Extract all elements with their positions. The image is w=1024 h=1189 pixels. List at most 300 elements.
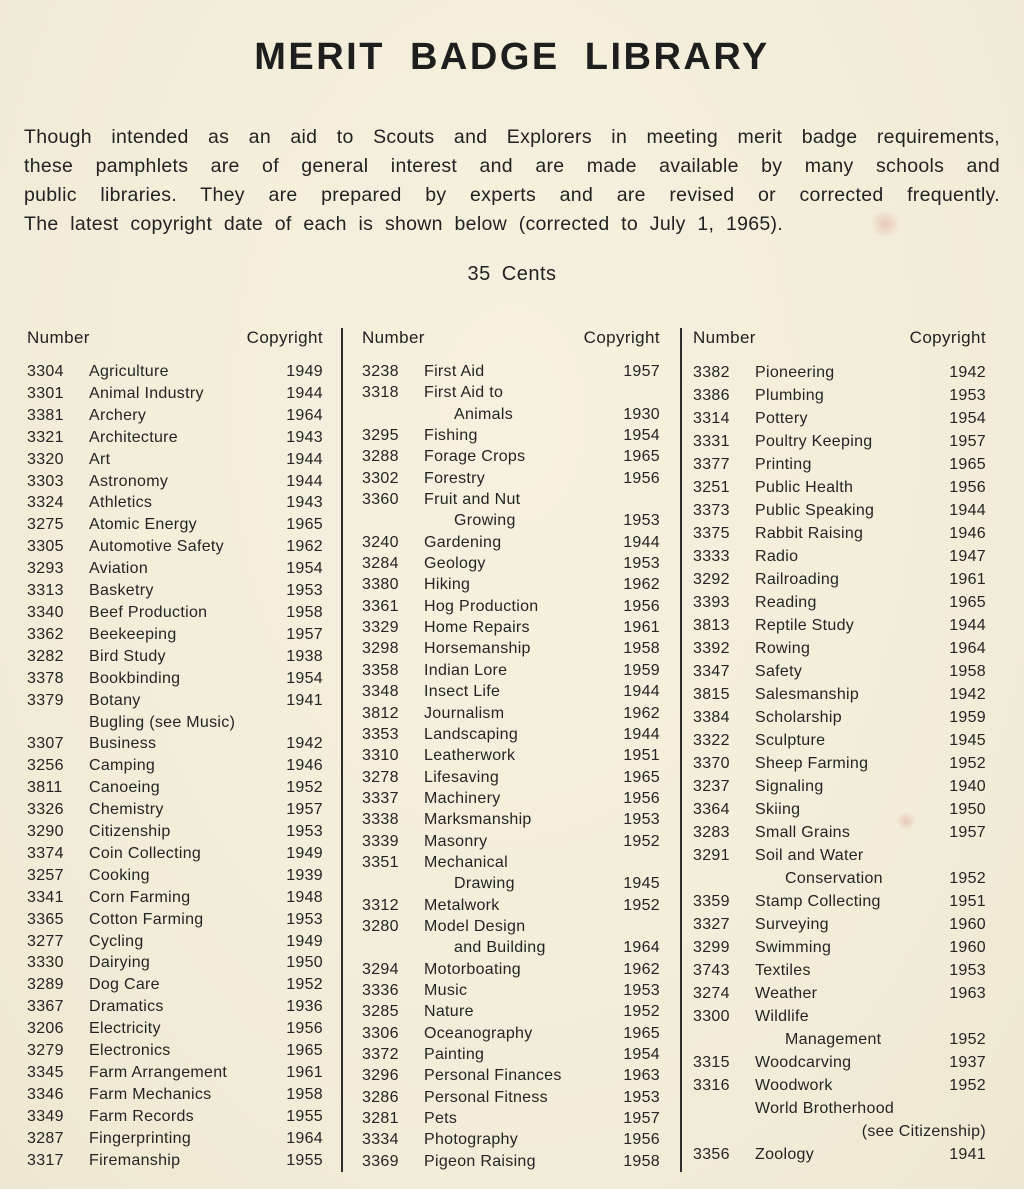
badge-name-line: Astronomy [89,472,169,490]
table-row [693,1074,986,1097]
table-row [362,681,660,702]
copyright-year: 1957 [623,1110,660,1128]
badge-number: 3281 [362,1110,399,1128]
copyright-year: 1943 [286,494,323,512]
copyright-year: 1954 [286,669,323,687]
badge-name [755,430,938,453]
badge-number: 3315 [693,1054,730,1071]
badge-number: 3393 [693,594,730,611]
column-header-copyright: Copyright [909,328,986,347]
copyright-year: 1957 [623,363,660,380]
badge-name [755,752,938,775]
copyright-year: 1954 [949,410,986,427]
badge-name-line: Cooking [89,866,150,884]
badge-number: 3373 [693,502,730,519]
column-header-number: Number [27,328,90,347]
badge-name-line: Aviation [89,560,149,578]
badge-name [424,745,612,766]
badge-name [89,427,275,449]
table-row [362,1151,660,1172]
copyright-year: 1952 [286,976,323,994]
table-column-1 [24,328,341,1172]
badge-name-line: Bookbinding [89,669,181,687]
badge-name [424,1129,612,1150]
copyright-year: 1957 [949,433,986,450]
copyright-year: 1956 [949,479,986,496]
badge-name-line: Agriculture [89,363,169,380]
table-row [27,558,323,580]
badge-number: 3251 [693,479,730,496]
badge-number: 3298 [362,640,399,658]
badge-number: 3358 [362,661,399,679]
column-header-number: Number [362,328,425,347]
badge-number: 3375 [693,525,730,542]
table-row [693,361,986,384]
badge-number: 3333 [693,548,730,565]
badge-name-line: Public Speaking [755,502,875,519]
badge-name-line: Music [424,981,468,999]
badge-number: 3327 [693,916,730,933]
badge-number: 3369 [362,1152,399,1170]
badge-number: 3372 [362,1046,399,1063]
table-row [27,492,323,514]
badge-number: 3301 [27,384,64,402]
badge-name-line: Art [89,450,111,468]
intro-line: public libraries. They are prepared by experts and are revised or corrected frequently. [24,184,1000,206]
table-row [693,729,986,752]
copyright-year: 1948 [286,888,323,906]
badge-name [424,852,612,895]
badge-name [755,1143,938,1166]
badge-name-line: Weather [755,985,818,1002]
badge-name-line: Salesmanship [755,686,860,703]
badge-number: 3351 [362,853,399,871]
badge-name [89,536,275,558]
badge-name-line: Corn Farming [89,888,191,906]
badge-number: 3365 [27,910,64,928]
copyright-year: 1945 [949,732,986,749]
table-row [27,361,323,383]
badge-name-line: Geology [424,555,486,573]
badge-name-line: Rabbit Raising [755,525,864,542]
badge-number: 3322 [693,732,730,749]
badge-name-line: Farm Arrangement [89,1064,228,1081]
badge-number: 3348 [362,683,399,701]
badge-name-line: Home Repairs [424,619,530,637]
copyright-year: 1953 [286,910,323,928]
badge-name-line: Hog Production [424,597,539,615]
badge-name [89,1084,275,1106]
badge-name-line: Leatherwork [424,747,516,765]
badge-number: 3316 [693,1077,730,1094]
badge-number: 3290 [27,823,64,841]
badge-name-line: Soil and Water [755,847,864,864]
badge-number: 3353 [362,725,399,743]
table-row [27,449,323,471]
badge-name-line: Dramatics [89,998,164,1016]
badge-name-line: Fishing [424,427,478,445]
badge-number: 3287 [27,1129,64,1147]
badge-name [89,471,275,493]
table-row [362,959,660,980]
table-row [693,683,986,706]
badge-number: 3310 [362,747,399,765]
badge-number: 3306 [362,1024,399,1042]
badge-name-line: Mechanical [424,853,508,871]
badge-number: 3304 [27,363,64,380]
badge-name-line: Sculpture [755,732,826,749]
table-row [27,777,323,799]
badge-name-line: Athletics [89,494,153,512]
badge-name-line: Skiing [755,801,801,818]
badge-name-line: Pioneering [755,364,835,381]
badge-number: 3380 [362,576,399,594]
badge-number: 3336 [362,981,399,999]
column-header-copyright: Copyright [246,328,323,347]
badge-number: 3256 [27,757,64,775]
badge-name-line: Animal Industry [89,384,204,402]
badge-name-line: Printing [755,456,812,473]
copyright-year: 1957 [949,824,986,841]
badge-name-line: Horsemanship [424,640,531,658]
copyright-year: 1951 [623,747,660,765]
table-row [27,799,323,821]
copyright-year: 1942 [949,364,986,381]
badge-name [424,916,612,959]
table-row [693,614,986,637]
badge-number: 3283 [693,824,730,841]
column-body [362,361,660,1172]
badge-name [755,522,938,545]
table-row [693,1005,986,1051]
badge-number: 3382 [693,364,730,381]
badge-name-line: Botany [89,691,141,709]
intro-line: these pamphlets are of general interest and are made available by many schools and [24,155,1000,177]
table-row [693,936,986,959]
table-row [693,407,986,430]
column-header [362,328,660,348]
copyright-year: 1944 [949,502,986,519]
copyright-year: 1958 [623,640,660,658]
badge-name [424,703,612,724]
table-row [362,446,660,467]
badge-name [755,959,938,982]
table-row [27,996,323,1018]
badge-name [89,1106,275,1128]
copyright-year: 1953 [623,555,660,573]
badge-number: 3364 [693,801,730,818]
table-row [362,425,660,446]
copyright-year: 1953 [623,1088,660,1106]
table-row [693,1051,986,1074]
badge-name [89,733,275,755]
badge-name-line: Personal Finances [424,1067,562,1085]
badge-name-line: Textiles [755,962,811,979]
copyright-year: 1965 [623,768,660,786]
table-row [693,913,986,936]
badge-number: 3386 [693,387,730,404]
table-row [362,1044,660,1065]
table-row [27,909,323,931]
badge-name [755,936,938,959]
table-row [27,865,323,887]
badge-name [755,407,938,430]
badge-name [424,446,612,467]
table-row [27,405,323,427]
copyright-year: 1955 [286,1151,323,1169]
copyright-year: 1956 [623,597,660,615]
copyright-year: 1949 [286,844,323,862]
badge-name [424,895,612,916]
badge-name-line: Lifesaving [424,768,500,786]
copyright-year: 1953 [949,962,986,979]
copyright-year: 1947 [949,548,986,565]
badge-name [89,777,275,799]
badge-number: 3277 [27,932,64,950]
table-row [362,382,660,425]
table-row [693,476,986,499]
badge-number: 3291 [693,847,730,864]
copyright-year: 1939 [286,866,323,884]
badge-name [89,514,275,536]
table-row [693,637,986,660]
badge-name-line: Journalism [424,704,505,722]
badge-name-line: Pets [424,1110,458,1128]
badge-name [424,809,612,830]
intro-paragraph [24,123,1000,239]
copyright-year: 1953 [623,512,660,530]
copyright-year: 1965 [623,1024,660,1042]
badge-name [89,690,275,712]
badge-name [89,909,275,931]
merit-badge-table [24,328,1000,1172]
badge-name-line: Small Grains [755,824,851,841]
badge-name-line: Painting [424,1046,485,1063]
copyright-year: 1960 [949,939,986,956]
badge-number: 3339 [362,832,399,850]
badge-number: 3274 [693,985,730,1002]
table-row [693,568,986,591]
table-row [362,980,660,1001]
copyright-year: 1956 [623,469,660,487]
badge-name [89,865,275,887]
table-row [693,752,986,775]
badge-name [89,931,275,953]
badge-number: 3282 [27,647,64,665]
table-row [362,532,660,553]
badge-number: 3279 [27,1042,64,1060]
badge-name [424,681,612,702]
copyright-year: 1950 [286,954,323,972]
copyright-year: 1957 [286,625,323,643]
badge-name [424,788,612,809]
badge-name-line: First Aid to [424,384,504,402]
badge-number: 3743 [693,962,730,979]
copyright-year: 1964 [286,1129,323,1147]
copyright-year: 1958 [623,1152,660,1170]
badge-number: 3307 [27,735,64,753]
badge-name [755,568,938,591]
column-header [693,328,986,348]
badge-name [424,1108,612,1129]
copyright-year: 1944 [623,725,660,743]
copyright-year: 1961 [286,1064,323,1081]
table-row [693,706,986,729]
table-row [362,916,660,959]
badge-name-line: Wildlife [755,1008,809,1025]
badge-name-line: Farm Mechanics [89,1085,212,1103]
badge-name-line: Oceanography [424,1024,533,1042]
badge-name [424,489,612,532]
badge-name [89,887,275,909]
copyright-year: 1965 [949,456,986,473]
badge-name [755,798,938,821]
badge-name-continuation: (see Citizenship) [861,1123,986,1140]
table-row [362,468,660,489]
badge-name-line: Automotive Safety [89,538,224,556]
badge-name [424,1023,612,1044]
badge-name [89,799,275,821]
badge-name-line: Beef Production [89,603,208,621]
badge-name [89,580,275,602]
copyright-year: 1949 [286,932,323,950]
badge-name-line: Business [89,735,157,753]
badge-name [755,775,938,798]
badge-name-continuation: Management [785,1031,882,1048]
copyright-year: 1952 [286,779,323,797]
badge-number: 3330 [27,954,64,972]
badge-name-line: Farm Records [89,1107,194,1125]
table-row [27,580,323,602]
copyright-year: 1952 [623,896,660,914]
table-row [27,821,323,843]
badge-name-line: Rowing [755,640,811,657]
badge-name [89,558,275,580]
table-row [362,745,660,766]
badge-name [89,1062,275,1084]
copyright-year: 1953 [286,582,323,600]
badge-name [755,1051,938,1074]
badge-name [755,706,938,729]
badge-name [424,361,612,382]
badge-name-line: Plumbing [755,387,825,404]
badge-name-line: Beekeeping [89,625,177,643]
table-row [27,1018,323,1040]
badge-name [89,1150,275,1172]
badge-number: 3206 [27,1020,64,1038]
table-row [362,1129,660,1150]
badge-number: 3338 [362,811,399,829]
badge-name-line: Architecture [89,428,178,446]
badge-name [89,449,275,471]
badge-name [424,468,612,489]
badge-name-line: Insect Life [424,683,501,701]
copyright-year: 1959 [949,709,986,726]
badge-number: 3374 [27,844,64,862]
badge-name-line: Forage Crops [424,448,526,466]
badge-name-line: Bird Study [89,647,166,665]
badge-number: 3321 [27,428,64,446]
table-row [27,427,323,449]
table-row [27,536,323,558]
table-row [27,887,323,909]
badge-number: 3362 [27,625,64,643]
copyright-year: 1956 [623,789,660,807]
copyright-year: 1952 [623,832,660,850]
table-row [693,844,986,890]
copyright-year: 1930 [623,405,660,423]
badge-name [755,821,938,844]
table-row [693,821,986,844]
badge-name-line: Cycling [89,932,144,950]
copyright-year: 1954 [623,427,660,445]
badge-name-line: Pigeon Raising [424,1152,536,1170]
badge-number: 3278 [362,768,399,786]
badge-name-line: Poultry Keeping [755,433,873,450]
table-row [362,767,660,788]
table-row [693,890,986,913]
table-row [27,755,323,777]
table-row [362,617,660,638]
page-title: MERIT BADGE LIBRARY [254,36,770,78]
badge-name [755,890,938,913]
badge-number: 3359 [693,893,730,910]
copyright-year: 1943 [286,428,323,446]
intro-line: The latest copyright date of each is shown below (corrected to July 1, 1965). [24,213,784,235]
badge-name [424,724,612,745]
table-row [693,430,986,453]
copyright-year: 1941 [286,691,323,709]
badge-name [89,405,275,427]
badge-name [755,499,938,522]
badge-name-line: Reading [755,594,817,611]
badge-name-line: Signaling [755,778,824,795]
copyright-year: 1944 [949,617,986,634]
copyright-year: 1965 [949,594,986,611]
badge-name [424,638,612,659]
badge-name [424,831,612,852]
badge-name [89,361,275,383]
copyright-year: 1961 [623,619,660,637]
copyright-year: 1960 [949,916,986,933]
badge-name [755,361,938,384]
copyright-year: 1962 [623,960,660,978]
badge-number: 3334 [362,1131,399,1149]
intro-line: Though intended as an aid to Scouts and Explorers in meeting merit badge requirements, [24,126,1000,148]
badge-name [89,843,275,865]
badge-name [424,1065,612,1086]
badge-name-line: Forestry [424,469,486,487]
badge-name-line: Archery [89,406,147,424]
badge-number: 3320 [27,450,64,468]
copyright-year: 1963 [949,985,986,1002]
table-row [362,1065,660,1086]
copyright-year: 1938 [286,647,323,665]
badge-name [755,476,938,499]
column-header [27,328,323,348]
table-row [693,522,986,545]
badge-number: 3378 [27,669,64,687]
badge-name [755,1005,938,1051]
badge-name-line: Zoology [755,1146,815,1163]
badge-number: 3345 [27,1064,64,1081]
badge-name [755,591,938,614]
table-row [362,831,660,852]
badge-name [755,614,938,637]
badge-number: 3361 [362,597,399,615]
badge-name [755,844,938,890]
copyright-year: 1965 [286,516,323,534]
